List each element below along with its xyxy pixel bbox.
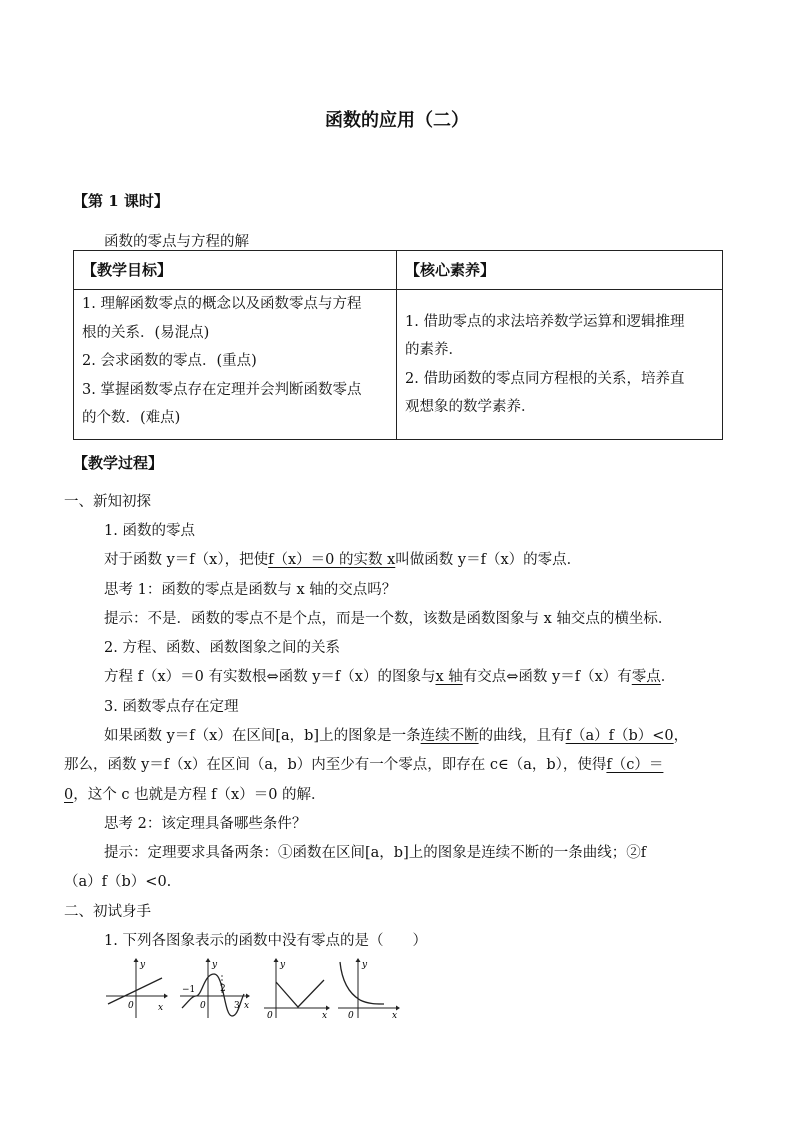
y-arrow	[356, 958, 361, 962]
tick-three: 3	[234, 1001, 240, 1011]
question-1: 1. 下列各图象表示的函数中没有零点的是（ ）	[104, 933, 427, 949]
function-curve	[108, 978, 162, 1004]
goal-line: 的个数．(难点)	[82, 410, 181, 426]
graph-option-a	[106, 958, 168, 1024]
y-label: y	[280, 960, 286, 970]
y-label: y	[140, 960, 146, 970]
origin-label: 0	[267, 1011, 273, 1021]
goal-line: 根的关系．(易混点)	[82, 324, 210, 341]
literacy-line: 1. 借助零点的求法培养数学运算和逻辑推理	[405, 313, 685, 330]
blank-answer: f（c）＝	[606, 757, 664, 773]
hint-2-line-1: 提示：定理要求具备两条：①函数在区间[a，b]上的图象是连续不断的一条曲线；②f	[104, 845, 647, 861]
hint-2-line-2: （a）f（b）<0.	[64, 874, 172, 890]
blank-answer: 零点	[631, 669, 661, 685]
x-arrow	[246, 994, 250, 999]
goal-line: 1. 理解函数零点的概念以及函数零点与方程	[82, 296, 362, 312]
goal-line: 3. 掌握函数零点存在定理并会判断函数零点	[82, 381, 362, 398]
function-curve	[276, 980, 324, 1007]
item-zero-point: 1. 函数的零点	[104, 523, 195, 539]
objectives-table	[73, 250, 723, 440]
origin-label: 0	[348, 1011, 354, 1021]
theorem-line-2: 那么，函数 y＝f（x）在区间（a，b）内至少有一个零点，即存在 c∈（a，b），使得f（c）＝	[64, 757, 664, 773]
tick-two: 2	[220, 984, 226, 994]
y-label: y	[212, 960, 218, 970]
x-label: x	[244, 1001, 250, 1011]
item-relation: 2. 方程、函数、函数图象之间的关系	[104, 640, 340, 656]
tick-minus-one: −1	[182, 985, 196, 995]
theorem-line-1: 如果函数 y＝f（x）在区间[a，b]上的图象是一条连续不断的曲线，且有f（a）f（b）<0，	[104, 728, 689, 744]
goal-line: 2. 会求函数的零点．(重点)	[82, 353, 257, 369]
x-arrow	[326, 1006, 330, 1011]
blank-answer: f（x）＝0 的实数 x	[268, 552, 396, 568]
graph-option-d	[336, 958, 406, 1024]
think-1: 思考 1：函数的零点是函数与 x 轴的交点吗？	[104, 582, 397, 598]
literacy-line: 的素养．	[405, 342, 463, 358]
topic-line: 函数的零点与方程的解	[104, 234, 249, 250]
think-2: 思考 2：该定理具备哪些条件？	[104, 816, 307, 832]
x-arrow	[396, 1006, 400, 1011]
process-heading: 【教学过程】	[73, 454, 164, 472]
x-label: x	[392, 1011, 398, 1021]
zero-definition: 对于函数 y＝f（x），把使f（x）＝0 的实数 x叫做函数 y＝f（x）的零点．	[104, 552, 582, 568]
blank-answer: f（a）f（b）<0	[565, 728, 674, 744]
blank-answer: x 轴	[435, 669, 463, 685]
origin-label: 0	[128, 1001, 134, 1011]
item-theorem: 3. 函数零点存在定理	[104, 699, 239, 715]
y-arrow	[134, 958, 139, 962]
teaching-goals-cell	[74, 290, 397, 440]
relation-statement: 方程 f（x）＝0 有实数根⇔函数 y＝f（x）的图象与x 轴有交点⇔函数 y＝f（x）有零点．	[104, 669, 676, 685]
core-literacy-header: 【核心素养】	[397, 251, 723, 290]
page-title: 函数的应用（二）	[325, 110, 469, 131]
graph-a-svg	[106, 958, 168, 1020]
section-heading-2: 二、初试身手	[64, 904, 151, 920]
graph-d-svg	[336, 958, 406, 1020]
x-label: x	[158, 1003, 164, 1013]
graph-b-svg	[180, 958, 252, 1020]
theorem-line-3: 0，这个 c 也就是方程 f（x）＝0 的解．	[64, 787, 326, 803]
blank-answer: 0	[64, 787, 74, 803]
y-label: y	[362, 960, 368, 970]
lesson-heading: 【第 1 课时】	[73, 192, 169, 210]
section-heading-1: 一、新知初探	[64, 494, 151, 510]
origin-label: 0	[200, 1001, 206, 1011]
graph-c-svg	[262, 958, 332, 1020]
literacy-line: 观想象的数学素养．	[405, 399, 536, 415]
literacy-line: 2. 借助函数的零点同方程根的关系，培养直	[405, 370, 685, 387]
core-literacy-cell	[397, 290, 723, 440]
teaching-goals-header: 【教学目标】	[74, 251, 397, 290]
blank-answer: 连续不断	[420, 728, 479, 744]
graph-option-b	[180, 958, 252, 1024]
y-arrow	[274, 958, 279, 962]
x-label: x	[322, 1011, 328, 1021]
x-arrow	[164, 994, 168, 999]
hint-1: 提示：不是．函数的零点不是个点，而是一个数，该数是函数图象与 x 轴交点的横坐标．	[104, 611, 673, 627]
y-arrow	[206, 958, 211, 962]
graph-option-c	[262, 958, 332, 1024]
